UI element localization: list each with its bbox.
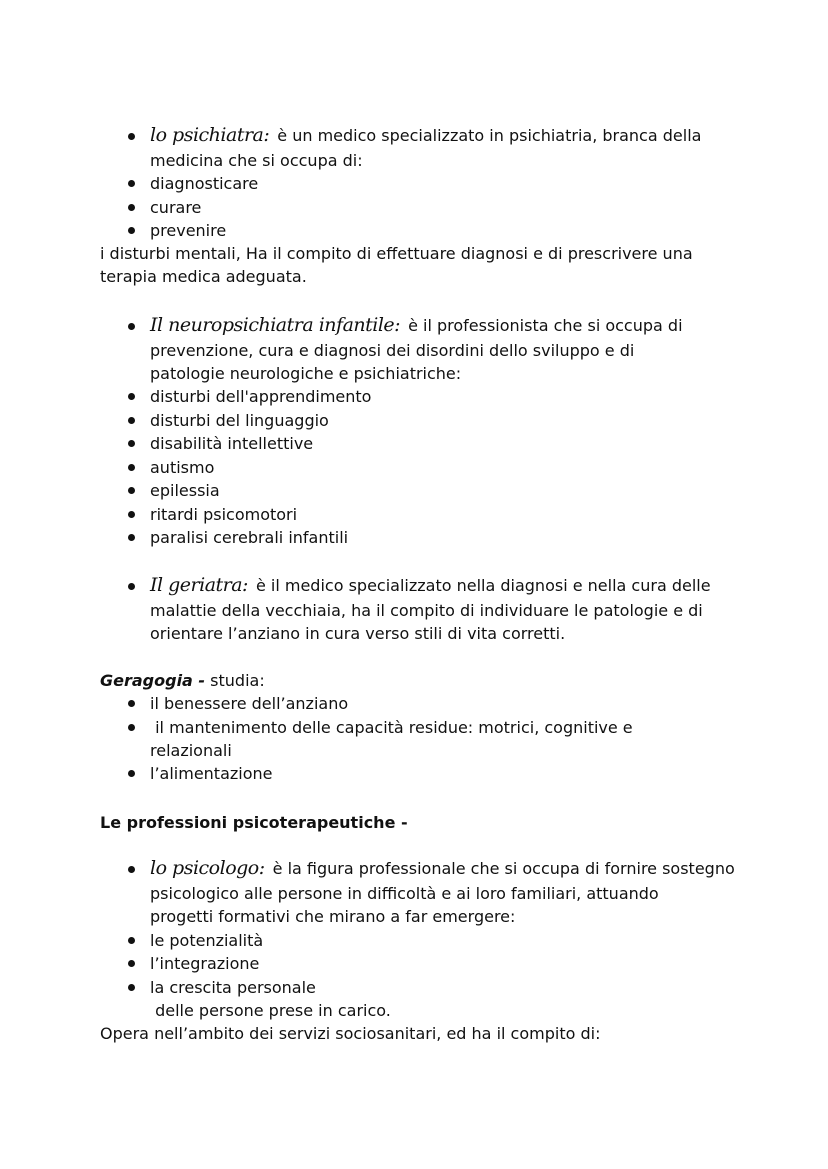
geriatra-term: Il geriatra:	[150, 574, 248, 596]
list-item: il benessere dell’anziano	[150, 694, 349, 713]
psicologo-term: lo psicologo:	[150, 857, 265, 879]
bullet-icon	[128, 464, 135, 471]
list-item: diagnosticare	[150, 174, 259, 193]
bullet-icon	[128, 937, 135, 944]
bullet-icon	[128, 227, 135, 234]
psichiatra-desc-1: è un medico specializzato in psichiatria, branca della	[277, 126, 702, 145]
bullet-icon	[128, 323, 135, 330]
bullet-icon	[128, 511, 135, 518]
bullet-icon	[128, 866, 135, 873]
bullet-icon	[128, 700, 135, 707]
bullet-icon	[128, 440, 135, 447]
bullet-icon	[128, 133, 135, 140]
neuropsichiatra-line-1	[150, 314, 683, 337]
bullet-icon	[128, 724, 135, 731]
bullet-icon	[128, 534, 135, 541]
list-item: prevenire	[150, 221, 227, 240]
neuropsichiatra-term: Il neuropsichiatra infantile:	[150, 314, 401, 336]
bullet-icon	[128, 984, 135, 991]
geriatra-desc-1: è il medico specializzato nella diagnosi e nella cura delle	[255, 576, 711, 595]
geriatra-desc-2: malattie della vecchiaia, ha il compito di individuare le patologie e di	[150, 601, 703, 620]
bullet-icon	[128, 204, 135, 211]
geragogia-title: Geragogia -	[100, 671, 206, 690]
psicologo-desc-3: progetti formativi che mirano a far emergere:	[150, 907, 516, 926]
bullet-icon	[128, 417, 135, 424]
psicologo-desc-2: psicologico alle persone in difficoltà e ai loro familiari, attuando	[150, 884, 659, 903]
psichiatra-line-1	[150, 124, 701, 147]
bullet-icon	[128, 960, 135, 967]
list-item: disturbi dell'apprendimento	[150, 387, 372, 406]
psichiatra-term: lo psichiatra:	[150, 124, 270, 146]
list-item: disturbi del linguaggio	[150, 411, 329, 430]
neuropsichiatra-desc-1: è il professionista che si occupa di	[408, 316, 683, 335]
professioni-heading: Le professioni psicoterapeutiche -	[100, 813, 408, 832]
neuropsichiatra-desc-2: prevenzione, cura e diagnosi dei disordini dello sviluppo e di	[150, 341, 635, 360]
list-item: paralisi cerebrali infantili	[150, 528, 349, 547]
geragogia-subtitle: studia:	[210, 671, 265, 690]
list-item: la crescita personale	[150, 978, 316, 997]
list-item-continuation: relazionali	[150, 741, 232, 760]
geriatra-desc-3: orientare l’anziano in cura verso stili di vita corretti.	[150, 624, 566, 643]
list-item: epilessia	[150, 481, 220, 500]
list-item: disabilità intellettive	[150, 434, 314, 453]
list-item: autismo	[150, 458, 215, 477]
psicologo-desc-1: è la figura professionale che si occupa di fornire sostegno	[272, 859, 735, 878]
psicologo-after-2: Opera nell’ambito dei servizi sociosanitari, ed ha il compito di:	[100, 1024, 601, 1043]
list-item: il mantenimento delle capacità residue: motrici, cognitive e	[150, 718, 633, 737]
psicologo-line-1	[150, 857, 735, 880]
list-item: curare	[150, 198, 202, 217]
neuropsichiatra-desc-3: patologie neurologiche e psichiatriche:	[150, 364, 462, 383]
bullet-icon	[128, 770, 135, 777]
bullet-icon	[128, 583, 135, 590]
bullet-icon	[128, 487, 135, 494]
list-item: l’integrazione	[150, 954, 260, 973]
list-item: ritardi psicomotori	[150, 505, 298, 524]
geragogia-heading	[100, 670, 265, 692]
psichiatra-after-2: terapia medica adeguata.	[100, 267, 307, 286]
psicologo-after-1: delle persone prese in carico.	[150, 1001, 391, 1020]
list-item: l’alimentazione	[150, 764, 273, 783]
bullet-icon	[128, 180, 135, 187]
list-item: le potenzialità	[150, 931, 264, 950]
psichiatra-desc-2: medicina che si occupa di:	[150, 151, 363, 170]
bullet-icon	[128, 393, 135, 400]
psichiatra-after-1: i disturbi mentali, Ha il compito di effettuare diagnosi e di prescrivere una	[100, 244, 693, 263]
geriatra-line-1	[150, 574, 711, 597]
